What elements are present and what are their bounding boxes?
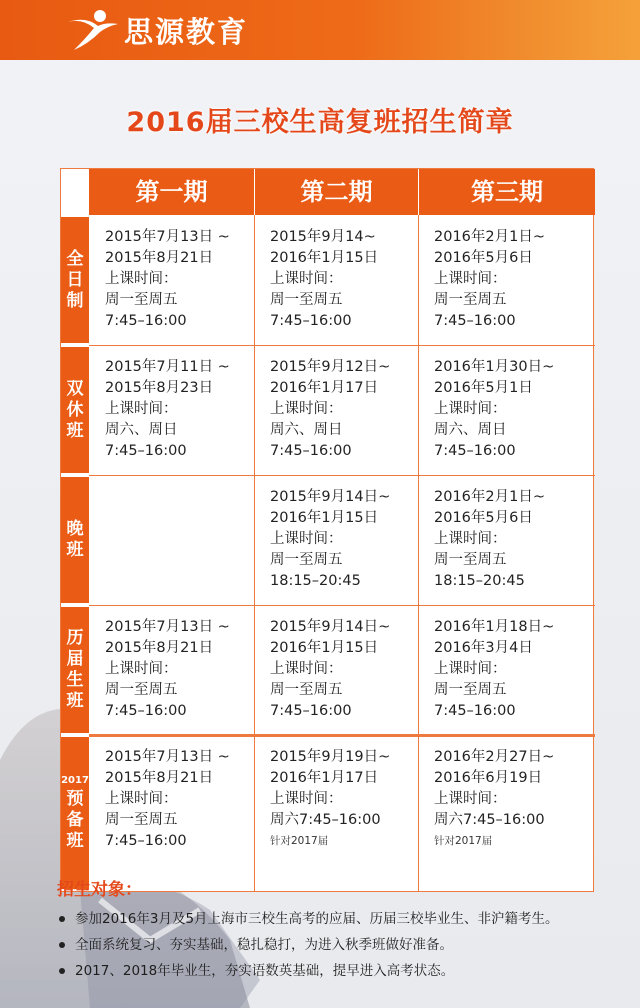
schedule-line: 7:45–16:00 <box>270 313 352 329</box>
enrollment-item-text: 参加2016年3月及5月上海市三校生高考的应届、历届三校毕业生、非沪籍考生。 <box>75 911 559 927</box>
column-divider <box>418 169 419 215</box>
schedule-line: 2016年1月18日~ <box>434 619 555 635</box>
row-label <box>61 347 89 473</box>
column-divider <box>254 215 255 891</box>
row-label-year: 2017 <box>61 774 89 786</box>
schedule-line: 2015年7月13日 ~ <box>105 749 230 765</box>
schedule-cell <box>418 345 595 475</box>
schedule-line: 周六、周日 <box>105 422 178 438</box>
column-header: 第一期 <box>89 169 254 215</box>
enrollment-item-text: 全面系统复习、夯实基础，稳扎稳打，为进入秋季班做好准备。 <box>75 937 453 953</box>
schedule-line: 2015年9月19日~ <box>270 749 391 765</box>
column-divider <box>254 169 255 215</box>
schedule-cell <box>418 605 595 735</box>
schedule-line: 上课时间： <box>270 271 343 287</box>
schedule-line: 上课时间： <box>105 661 178 677</box>
schedule-line: 2016年2月27日~ <box>434 749 555 765</box>
row-label-char: 生 <box>66 670 84 690</box>
schedule-line: 周一至周五 <box>270 552 343 568</box>
bullet-icon <box>59 916 65 922</box>
row-label-char: 制 <box>66 290 84 311</box>
schedule-line: 周一至周五 <box>105 682 178 698</box>
schedule-line: 上课时间： <box>270 531 343 547</box>
schedule-cell <box>254 215 418 345</box>
schedule-line: 上课时间： <box>270 661 343 677</box>
schedule-line: 2016年1月17日 <box>270 380 379 396</box>
schedule-note: 针对2017届 <box>434 835 493 847</box>
schedule-line: 上课时间： <box>434 661 507 677</box>
schedule-cell <box>254 735 418 891</box>
row-divider <box>89 345 595 346</box>
schedule-line: 周六、周日 <box>434 422 507 438</box>
schedule-line: 上课时间： <box>270 401 343 417</box>
schedule-line: 7:45–16:00 <box>105 703 187 719</box>
schedule-line: 2016年1月30日~ <box>434 359 555 375</box>
schedule-line: 2016年6月19日 <box>434 770 543 786</box>
schedule-line: 18:15–20:45 <box>434 573 525 589</box>
row-label-char: 休 <box>66 399 84 420</box>
schedule-line: 18:15–20:45 <box>270 573 361 589</box>
bullet-icon <box>59 942 65 948</box>
schedule-cell <box>89 345 254 475</box>
row-divider <box>89 734 595 737</box>
schedule-line: 2016年1月15日 <box>270 250 379 266</box>
row-label-char: 历 <box>66 628 84 648</box>
row-label <box>61 607 89 733</box>
row-label-char: 全 <box>66 248 84 269</box>
enrollment-item <box>57 935 637 955</box>
schedule-line: 2016年1月15日 <box>270 510 379 526</box>
schedule-line: 2015年7月11日 ~ <box>105 359 230 375</box>
brand-logo[interactable] <box>64 8 248 52</box>
row-label <box>61 737 89 889</box>
schedule-line: 7:45–16:00 <box>270 703 352 719</box>
row-label <box>61 477 89 603</box>
schedule-line: 周六7:45–16:00 <box>270 812 381 828</box>
schedule-line: 上课时间： <box>105 791 178 807</box>
schedule-cell <box>89 735 254 891</box>
schedule-cell <box>89 215 254 345</box>
enrollment-item <box>57 909 637 929</box>
schedule-line: 2015年8月23日 <box>105 380 214 396</box>
column-header: 第三期 <box>419 169 595 215</box>
column-header: 第二期 <box>255 169 418 215</box>
schedule-line: 周一至周五 <box>434 292 507 308</box>
enrollment-targets <box>57 875 637 987</box>
schedule-line: 周六、周日 <box>270 422 343 438</box>
row-label-char: 日 <box>66 269 84 290</box>
schedule-line: 7:45–16:00 <box>105 443 187 459</box>
schedule-cell <box>254 475 418 605</box>
schedule-line: 2016年3月4日 <box>434 640 533 656</box>
logo-icon <box>64 8 120 52</box>
bullet-icon <box>59 968 65 974</box>
schedule-line: 2016年1月15日 <box>270 640 379 656</box>
row-divider <box>89 605 595 606</box>
schedule-line: 2016年2月1日~ <box>434 489 546 505</box>
row-label-char: 届 <box>66 649 84 669</box>
schedule-line: 7:45–16:00 <box>105 833 187 849</box>
row-label-char: 晚 <box>66 519 84 539</box>
schedule-cell <box>418 475 595 605</box>
schedule-line: 周一至周五 <box>270 682 343 698</box>
schedule-line: 2015年8月21日 <box>105 250 214 266</box>
row-label-char: 班 <box>66 830 84 851</box>
schedule-line: 2016年1月17日 <box>270 770 379 786</box>
schedule-line: 2015年8月21日 <box>105 770 214 786</box>
schedule-line: 上课时间： <box>105 401 178 417</box>
schedule-line: 2015年9月14日~ <box>270 489 391 505</box>
schedule-line: 上课时间： <box>434 531 507 547</box>
schedule-line: 2016年5月6日 <box>434 510 533 526</box>
schedule-cell <box>89 605 254 735</box>
schedule-line: 2015年9月12日~ <box>270 359 391 375</box>
schedule-line: 周一至周五 <box>105 292 178 308</box>
schedule-line: 7:45–16:00 <box>434 313 516 329</box>
schedule-table <box>60 168 594 892</box>
schedule-line: 上课时间： <box>434 271 507 287</box>
row-label-char: 班 <box>66 691 84 711</box>
schedule-line: 2016年5月6日 <box>434 250 533 266</box>
schedule-line: 2015年9月14日~ <box>270 619 391 635</box>
enrollment-heading: 招生对象： <box>57 880 142 900</box>
schedule-note: 针对2017届 <box>270 835 329 847</box>
schedule-cell <box>254 345 418 475</box>
schedule-cell <box>89 475 254 605</box>
schedule-line: 2016年2月1日~ <box>434 229 546 245</box>
schedule-line: 上课时间： <box>105 271 178 287</box>
schedule-line: 2016年5月1日 <box>434 380 533 396</box>
column-divider <box>418 215 419 891</box>
schedule-line: 7:45–16:00 <box>270 443 352 459</box>
schedule-line: 周一至周五 <box>270 292 343 308</box>
row-label-char: 预 <box>66 788 84 809</box>
schedule-cell <box>418 215 595 345</box>
schedule-line: 7:45–16:00 <box>434 703 516 719</box>
schedule-line: 周一至周五 <box>434 552 507 568</box>
schedule-line: 上课时间： <box>434 401 507 417</box>
schedule-line: 2015年9月14~ <box>270 229 376 245</box>
row-label-char: 班 <box>66 540 84 560</box>
schedule-line: 上课时间： <box>270 791 343 807</box>
row-divider <box>89 475 595 476</box>
schedule-line: 2015年7月13日 ~ <box>105 229 230 245</box>
schedule-line: 周一至周五 <box>434 682 507 698</box>
schedule-line: 周六7:45–16:00 <box>434 812 545 828</box>
schedule-line: 2015年8月21日 <box>105 640 214 656</box>
brand-name: 思源教育 <box>124 14 249 49</box>
page-title: 2016届三校生高复班招生简章 <box>126 107 514 138</box>
schedule-cell <box>254 605 418 735</box>
schedule-line: 周一至周五 <box>105 812 178 828</box>
row-label-char: 班 <box>66 420 84 441</box>
schedule-line: 7:45–16:00 <box>434 443 516 459</box>
row-label <box>61 217 89 343</box>
row-label-char: 双 <box>66 378 84 399</box>
schedule-cell <box>418 735 595 891</box>
schedule-line: 上课时间： <box>434 791 507 807</box>
enrollment-item-text: 2017、2018年毕业生，夯实语数英基础，提早进入高考状态。 <box>75 963 455 979</box>
top-banner <box>0 0 640 60</box>
enrollment-item <box>57 961 637 981</box>
row-label-char: 备 <box>66 809 84 830</box>
schedule-line: 7:45–16:00 <box>105 313 187 329</box>
schedule-line: 2015年7月13日 ~ <box>105 619 230 635</box>
